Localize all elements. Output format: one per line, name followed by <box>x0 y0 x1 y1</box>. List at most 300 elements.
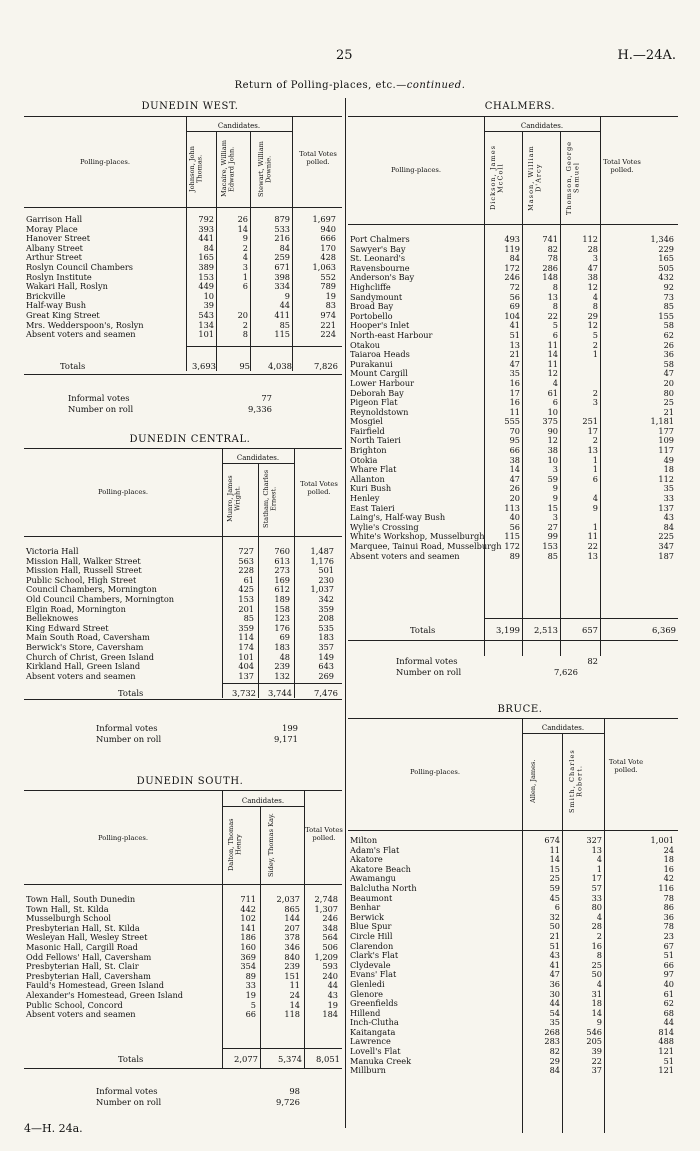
chalmers-value: 8 <box>592 301 598 312</box>
dunedin-central-total-3: 7,476 <box>314 688 338 698</box>
dunedin-central-value: 1,176 <box>310 555 334 566</box>
dunedin-west-value: 789 <box>320 281 336 292</box>
page-number: 25 <box>336 48 353 63</box>
dunedin-west-value: 1 <box>242 271 248 282</box>
document-code: H.—24A. <box>617 48 676 63</box>
dunedin-south-place: Musselburgh School <box>26 913 112 924</box>
dunedin-west-row <box>24 330 338 340</box>
dunedin-west-value: 411 <box>274 309 290 320</box>
dunedin-west-value: 115 <box>274 329 290 340</box>
bruce-value: 25 <box>549 873 560 884</box>
chalmers-value: 12 <box>547 435 558 446</box>
chalmers-value: 84 <box>509 253 520 264</box>
dunedin-south-value: 19 <box>245 989 256 1000</box>
bruce-row <box>348 951 676 961</box>
bruce-value: 36 <box>549 978 560 989</box>
dunedin-central-value: 230 <box>318 574 334 585</box>
chalmers-place: North-east Harbour <box>350 329 433 340</box>
dunedin-central-candidate-1: Munro, James Wright. <box>226 475 242 523</box>
bruce-value: 59 <box>549 882 560 893</box>
chalmers-value: 3 <box>552 512 558 523</box>
dunedin-south-value: 44 <box>327 980 338 991</box>
bruce-place: Hillend <box>350 1007 381 1018</box>
bruce-value: 51 <box>663 1055 674 1066</box>
dunedin-south-value: 144 <box>284 913 300 924</box>
bruce-total-header: Total Vote polled. <box>608 758 644 774</box>
dunedin-west-candidate-1: Johnson, John Thomas. <box>188 146 204 193</box>
chalmers-value: 85 <box>663 301 674 312</box>
dunedin-central-totals-label: Totals <box>118 688 144 698</box>
bruce-place: Glenledi <box>350 978 385 989</box>
chalmers-value: 2 <box>592 339 598 350</box>
bruce-row <box>348 903 676 913</box>
dunedin-south-value: 24 <box>289 989 300 1000</box>
chalmers-value: 85 <box>547 550 558 561</box>
dunedin-central-informal: 199 <box>282 723 298 733</box>
chalmers-value: 38 <box>587 272 598 283</box>
chalmers-value: 8 <box>552 301 558 312</box>
dunedin-south-value: 240 <box>322 970 338 981</box>
bruce-row <box>348 884 676 894</box>
chalmers-place: Broad Bay <box>350 301 394 312</box>
dunedin-west-roll-label: Number on roll <box>68 404 134 414</box>
chalmers-place: Sandymount <box>350 291 403 302</box>
bruce-value: 205 <box>586 1036 602 1047</box>
dunedin-west-value: 10 <box>203 290 214 301</box>
chalmers-value: 22 <box>547 310 558 321</box>
dunedin-central-value: 1,487 <box>310 546 334 556</box>
dunedin-central-value: 760 <box>274 546 290 556</box>
chalmers-value: 505 <box>658 262 674 273</box>
dunedin-west-row <box>24 282 338 292</box>
dunedin-south-roll-label: Number on roll <box>96 1097 162 1107</box>
chalmers-total-header: Total Votes polled. <box>603 158 641 174</box>
chalmers-total-1: 3,199 <box>496 625 520 635</box>
dunedin-south-value: 33 <box>245 980 256 991</box>
bruce-value: 80 <box>591 902 602 913</box>
chalmers-value: 28 <box>587 243 598 254</box>
dunedin-west-informal-label: Informal votes <box>68 393 130 403</box>
chalmers-value: 16 <box>509 377 520 388</box>
bruce-value: 51 <box>549 940 560 951</box>
dunedin-south-value: 141 <box>240 922 256 933</box>
chalmers-value: 432 <box>658 272 674 283</box>
bruce-value: 33 <box>591 892 602 903</box>
bruce-row <box>348 1028 676 1038</box>
dunedin-central-place: King Edward Street <box>26 622 109 633</box>
bruce-value: 78 <box>663 921 674 932</box>
dunedin-south-place: Presbyterian Hall, St. Kilda <box>26 922 140 933</box>
dunedin-west-value: 165 <box>198 252 214 263</box>
bruce-place: Balclutha North <box>350 882 417 893</box>
dunedin-south-place: Absent voters and seamen <box>26 1009 136 1020</box>
chalmers-value: 92 <box>663 281 674 292</box>
chalmers-place: Otokia <box>350 454 378 465</box>
bruce-place: Benhar <box>350 902 381 913</box>
dunedin-west-place: Roslyn Institute <box>26 271 92 282</box>
dunedin-central-value: 137 <box>238 670 254 681</box>
chalmers-value: 78 <box>547 253 558 264</box>
chalmers-value: 21 <box>509 349 520 360</box>
bruce-value: 546 <box>586 1026 602 1037</box>
bruce-value: 39 <box>591 1046 602 1057</box>
chalmers-value: 251 <box>582 416 598 427</box>
chalmers-value: 13 <box>509 339 520 350</box>
dunedin-west-place: Mrs. Wedderspoon's, Roslyn <box>26 319 144 330</box>
dunedin-west-value: 44 <box>279 300 290 311</box>
dunedin-central-value: 342 <box>318 593 334 604</box>
dunedin-west-value: 84 <box>203 242 214 253</box>
dunedin-south-candidate-2: Sidey, Thomas Kay. <box>267 813 275 877</box>
dunedin-central-value: 643 <box>318 661 334 672</box>
dunedin-south-place: Town Hall, South Dunedin <box>26 894 136 904</box>
bruce-value: 674 <box>544 835 560 845</box>
dunedin-central-value: 174 <box>238 641 254 652</box>
dunedin-central-place: Victoria Hall <box>26 546 79 556</box>
bruce-row <box>348 894 676 904</box>
chalmers-value: 84 <box>663 521 674 532</box>
chalmers-place: Pigeon Flat <box>350 397 398 408</box>
chalmers-place: Otakou <box>350 339 381 350</box>
dunedin-central-value: 48 <box>279 651 290 662</box>
bruce-row <box>348 1066 676 1076</box>
dunedin-central-value: 563 <box>238 555 254 566</box>
dunedin-south-value: 186 <box>240 932 256 943</box>
chalmers-place: Mosgiel <box>350 416 383 427</box>
dunedin-central-place: Elgin Road, Mornington <box>26 603 126 614</box>
dunedin-south-place: Presbyterian Hall, St. Clair <box>26 961 139 972</box>
dunedin-south-informal-label: Informal votes <box>96 1086 158 1096</box>
chalmers-total-4: 6,369 <box>652 625 676 635</box>
chalmers-roll: 7,626 <box>554 667 578 677</box>
dunedin-west-polling-header: Polling-places. <box>80 158 130 166</box>
bruce-value: 35 <box>549 1017 560 1028</box>
chalmers-value: 187 <box>658 550 674 561</box>
chalmers-value: 14 <box>547 349 558 360</box>
bruce-value: 1,001 <box>650 835 674 845</box>
bruce-value: 1 <box>596 863 602 874</box>
bruce-place: Clark's Flat <box>350 950 399 961</box>
bruce-value: 283 <box>544 1036 560 1047</box>
dunedin-west-value: 216 <box>274 233 290 244</box>
dunedin-south-place: Presbyterian Hall, Caversham <box>26 970 151 981</box>
bruce-value: 82 <box>549 1046 560 1057</box>
dunedin-south-total-header: Total Votes polled. <box>305 826 343 842</box>
dunedin-south-total-2: 5,374 <box>278 1054 302 1064</box>
chalmers-value: 11 <box>587 531 598 542</box>
chalmers-value: 26 <box>663 339 674 350</box>
dunedin-south-polling-header: Polling-places. <box>98 834 148 842</box>
chalmers-value: 43 <box>663 512 674 523</box>
chalmers-place: Highcliffe <box>350 281 391 292</box>
chalmers-value: 4 <box>592 291 598 302</box>
chalmers-place: Brighton <box>350 445 387 456</box>
bruce-value: 32 <box>549 911 560 922</box>
dunedin-central-candidates-header: Candidates. <box>236 454 280 462</box>
bruce-value: 14 <box>549 854 560 865</box>
dunedin-south-informal: 98 <box>289 1086 300 1096</box>
chalmers-place: Absent voters and seamen <box>350 550 460 561</box>
dunedin-west-value: 940 <box>320 223 336 234</box>
dunedin-south-value: 2,748 <box>314 894 338 904</box>
dunedin-west-value: 19 <box>325 290 336 301</box>
dunedin-west-value: 666 <box>320 233 336 244</box>
bruce-value: 21 <box>549 930 560 941</box>
dunedin-central-value: 425 <box>238 584 254 595</box>
bruce-value: 23 <box>663 930 674 941</box>
bruce-value: 121 <box>658 1065 674 1076</box>
return-title <box>0 80 700 91</box>
dunedin-south-candidates-header: Candidates. <box>241 797 285 805</box>
bruce-value: 814 <box>658 1026 674 1037</box>
dunedin-south-table <box>24 895 340 1020</box>
dunedin-south-value: 1,209 <box>314 951 338 962</box>
chalmers-value: 10 <box>547 406 558 417</box>
bruce-value: 43 <box>549 950 560 961</box>
bruce-value: 84 <box>549 1065 560 1076</box>
dunedin-west-value: 1,697 <box>312 214 336 224</box>
dunedin-central-value: 208 <box>318 613 334 624</box>
dunedin-south-value: 66 <box>245 1009 256 1020</box>
chalmers-value: 11 <box>547 358 558 369</box>
bruce-value: 4 <box>596 911 602 922</box>
chalmers-place: Ravensbourne <box>350 262 410 273</box>
dunedin-west-value: 259 <box>274 252 290 263</box>
chalmers-value: 35 <box>509 368 520 379</box>
dunedin-central-value: 85 <box>243 613 254 624</box>
bruce-value: 86 <box>663 902 674 913</box>
chalmers-totals-label: Totals <box>410 625 436 635</box>
chalmers-value: 9 <box>552 493 558 504</box>
chalmers-value: 58 <box>663 320 674 331</box>
chalmers-total-3: 657 <box>582 625 598 635</box>
bruce-value: 4 <box>596 854 602 865</box>
dunedin-west-value: 2 <box>242 242 248 253</box>
bruce-value: 6 <box>554 902 560 913</box>
dunedin-west-place: Albany Street <box>26 242 83 253</box>
dunedin-west-total-header: Total Votes polled. <box>299 150 337 166</box>
dunedin-west-value: 134 <box>198 319 214 330</box>
dunedin-central-value: 183 <box>318 632 334 643</box>
bruce-place: Greenfields <box>350 998 398 1009</box>
chalmers-roll-label: Number on roll <box>396 667 462 677</box>
dunedin-west-place: Great King Street <box>26 309 100 320</box>
bruce-place: Glenore <box>350 988 383 999</box>
chalmers-table <box>348 235 676 561</box>
dunedin-west-value: 39 <box>203 300 214 311</box>
dunedin-central-value: 176 <box>274 622 290 633</box>
bruce-value: 61 <box>663 988 674 999</box>
bruce-value: 15 <box>549 863 560 874</box>
chalmers-place: East Taieri <box>350 502 395 513</box>
chalmers-value: 11 <box>509 406 520 417</box>
chalmers-value: 47 <box>663 368 674 379</box>
dunedin-west-value: 974 <box>320 309 336 320</box>
dunedin-central-value: 269 <box>318 670 334 681</box>
chalmers-value: 12 <box>547 368 558 379</box>
chalmers-place: Fairfield <box>350 425 385 436</box>
return-continued: continued. <box>406 80 466 91</box>
chalmers-value: 15 <box>547 502 558 513</box>
bruce-value: 42 <box>663 873 674 884</box>
chalmers-place: Hooper's Inlet <box>350 320 410 331</box>
chalmers-value: 225 <box>658 531 674 542</box>
chalmers-value: 9 <box>552 483 558 494</box>
chalmers-value: 2 <box>592 435 598 446</box>
chalmers-value: 51 <box>509 329 520 340</box>
dunedin-west-value: 9 <box>284 290 290 301</box>
bruce-row <box>348 922 676 932</box>
dunedin-central-candidate-2: Statham, Charles Ernest. <box>262 469 278 529</box>
dunedin-south-value: 378 <box>284 932 300 943</box>
bruce-value: 57 <box>591 882 602 893</box>
dunedin-central-value: 535 <box>318 622 334 633</box>
bruce-title: BRUCE. <box>497 704 543 715</box>
chalmers-value: 20 <box>509 493 520 504</box>
dunedin-west-totals-label: Totals <box>60 361 86 371</box>
bruce-value: 37 <box>591 1065 602 1076</box>
chalmers-value: 21 <box>663 406 674 417</box>
bruce-value: 78 <box>663 892 674 903</box>
bruce-value: 17 <box>591 873 602 884</box>
bruce-row <box>348 865 676 875</box>
dunedin-south-place: Alexander's Homestead, Green Island <box>26 989 184 1000</box>
bruce-value: 41 <box>549 959 560 970</box>
dunedin-central-total-1: 3,732 <box>232 688 256 698</box>
chalmers-value: 119 <box>504 243 520 254</box>
dunedin-central-value: 61 <box>243 574 254 585</box>
chalmers-total-2: 2,513 <box>534 625 558 635</box>
dunedin-west-place: Wakari Hall, Roslyn <box>26 281 108 292</box>
dunedin-central-value: 169 <box>274 574 290 585</box>
bruce-place: Millburn <box>350 1065 386 1076</box>
dunedin-west-place: Arthur Street <box>26 252 82 263</box>
chalmers-value: 153 <box>542 541 558 551</box>
dunedin-central-value: 153 <box>238 593 254 604</box>
dunedin-central-value: 359 <box>318 603 334 614</box>
dunedin-west-place: Half-way Bush <box>26 300 87 311</box>
bruce-place: Clydevale <box>350 959 391 970</box>
dunedin-south-place: Odd Fellows' Hall, Caversham <box>26 951 152 962</box>
dunedin-south-value: 442 <box>240 903 256 914</box>
chalmers-value: 113 <box>504 502 520 513</box>
chalmers-value: 38 <box>547 445 558 456</box>
bruce-value: 268 <box>544 1026 560 1037</box>
dunedin-west-candidate-3: Stewart, William Downie. <box>257 141 273 197</box>
chalmers-value: 99 <box>547 531 558 542</box>
bruce-place: Milton <box>350 835 378 845</box>
chalmers-value: 47 <box>587 262 598 273</box>
chalmers-value: 66 <box>509 445 520 456</box>
dunedin-west-value: 428 <box>320 252 336 263</box>
bruce-value: 25 <box>591 959 602 970</box>
chalmers-value: 89 <box>509 550 520 561</box>
bruce-value: 29 <box>549 1055 560 1066</box>
bruce-place: Berwick <box>350 911 384 922</box>
chalmers-place: Sawyer's Bay <box>350 243 406 254</box>
dunedin-central-value: 1,037 <box>310 584 334 595</box>
chalmers-place: Marquee, Tainui Road, Musselburgh <box>350 541 502 551</box>
chalmers-place: Anderson's Bay <box>350 272 415 283</box>
chalmers-value: 10 <box>547 454 558 465</box>
chalmers-title: CHALMERS. <box>484 101 556 112</box>
chalmers-value: 12 <box>587 320 598 331</box>
bruce-place: Lovell's Flat <box>350 1046 401 1057</box>
bruce-value: 40 <box>663 978 674 989</box>
bruce-value: 97 <box>663 969 674 980</box>
dunedin-west-value: 170 <box>320 242 336 253</box>
dunedin-west-value: 4 <box>242 252 248 263</box>
bruce-value: 44 <box>663 1017 674 1028</box>
dunedin-south-value: 354 <box>240 961 256 972</box>
bruce-row <box>348 1057 676 1067</box>
chalmers-candidate-1: Dickson, James McColl <box>489 145 505 211</box>
dunedin-south-value: 207 <box>284 922 300 933</box>
dunedin-central-place: Mission Hall, Russell Street <box>26 565 142 576</box>
dunedin-central-place: Council Chambers, Mornington <box>26 584 157 595</box>
bruce-place: Manuka Creek <box>350 1055 412 1066</box>
chalmers-value: 61 <box>547 387 558 398</box>
chalmers-candidates-header: Candidates. <box>520 122 564 130</box>
dunedin-south-value: 246 <box>322 913 338 924</box>
bruce-row <box>348 999 676 1009</box>
dunedin-south-value: 160 <box>240 941 256 952</box>
dunedin-west-total-4: 7,826 <box>314 361 338 371</box>
bruce-row <box>348 932 676 942</box>
bruce-row <box>348 980 676 990</box>
bruce-row <box>348 1018 676 1028</box>
chalmers-place: Reynoldstown <box>350 406 409 417</box>
chalmers-value: 69 <box>509 301 520 312</box>
chalmers-value: 47 <box>509 473 520 484</box>
dunedin-south-value: 5 <box>250 999 256 1010</box>
dunedin-west-value: 85 <box>279 319 290 330</box>
chalmers-candidate-3: Thomson, George Samuel <box>565 140 581 216</box>
chalmers-value: 40 <box>509 512 520 523</box>
chalmers-value: 38 <box>509 454 520 465</box>
chalmers-place: Kuri Bush <box>350 483 392 494</box>
dunedin-west-value: 221 <box>320 319 336 330</box>
dunedin-central-place: Belleknowes <box>26 613 79 624</box>
dunedin-south-value: 2,037 <box>276 894 300 904</box>
dunedin-central-value: 228 <box>238 565 254 576</box>
bruce-place: Akatore <box>350 854 383 865</box>
dunedin-west-value: 879 <box>274 214 290 224</box>
dunedin-central-value: 149 <box>318 651 334 662</box>
dunedin-central-polling-header: Polling-places. <box>98 488 148 496</box>
dunedin-west-value: 398 <box>274 271 290 282</box>
bruce-place: Awamangu <box>350 873 396 884</box>
chalmers-value: 177 <box>658 425 674 436</box>
dunedin-south-value: 348 <box>322 922 338 933</box>
dunedin-central-place: Mission Hall, Walker Street <box>26 555 141 566</box>
bruce-value: 36 <box>663 911 674 922</box>
chalmers-value: 33 <box>663 493 674 504</box>
bruce-value: 16 <box>663 863 674 874</box>
chalmers-value: 16 <box>509 397 520 408</box>
dunedin-west-value: 533 <box>274 223 290 234</box>
bruce-value: 488 <box>658 1036 674 1047</box>
dunedin-central-total-header: Total Votes polled. <box>300 480 338 496</box>
bruce-value: 121 <box>658 1046 674 1057</box>
dunedin-south-value: 43 <box>327 989 338 1000</box>
dunedin-west-value: 671 <box>274 261 290 272</box>
bruce-value: 16 <box>591 940 602 951</box>
chalmers-value: 148 <box>542 272 558 283</box>
dunedin-south-place: Masonic Hall, Cargill Road <box>26 941 138 952</box>
chalmers-value: 70 <box>509 425 520 436</box>
chalmers-value: 493 <box>504 234 520 244</box>
